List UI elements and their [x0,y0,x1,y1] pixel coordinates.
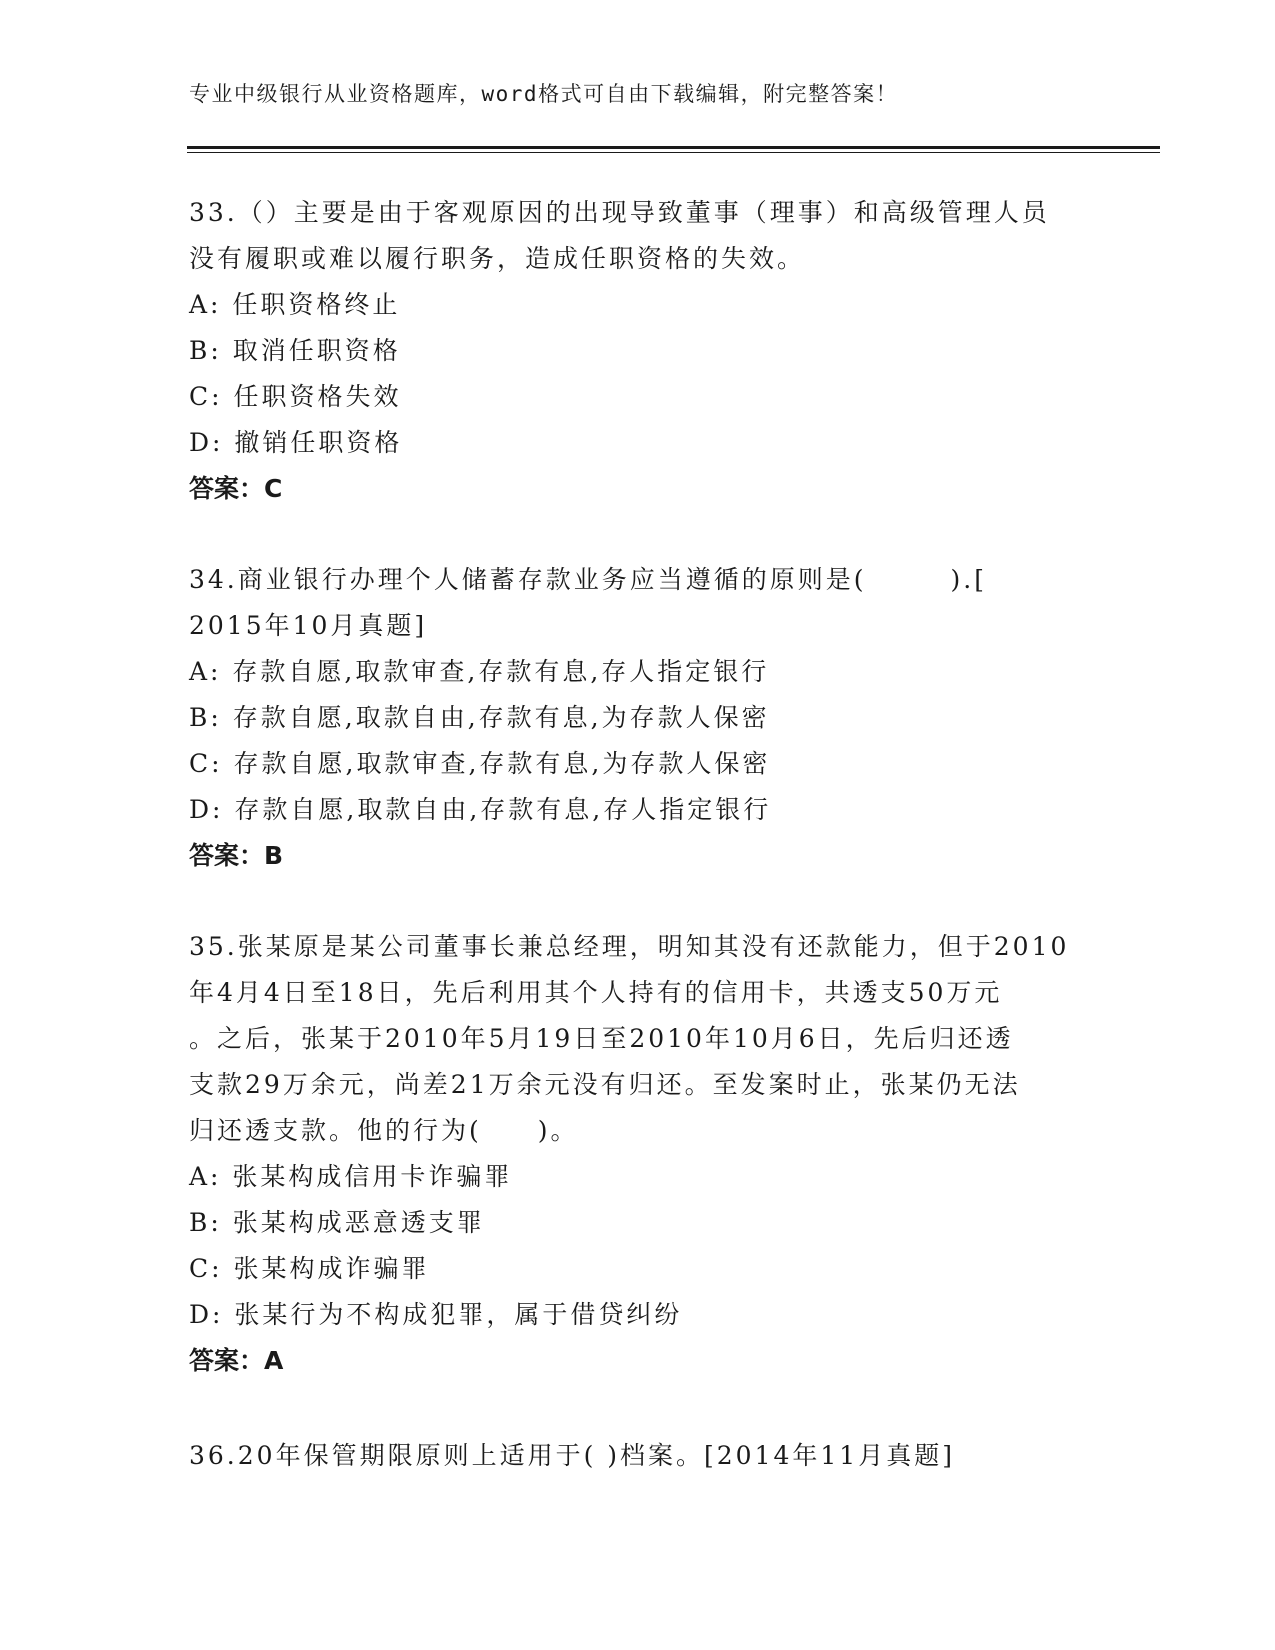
option-d: D: 张某行为不构成犯罪，属于借贷纠纷 [189,1300,683,1329]
question-stem-line: 2015年10月真题] [189,611,428,640]
option-a: A: 存款自愿,取款审查,存款有息,存人指定银行 [189,657,770,686]
header-rule-thin [187,152,1160,153]
question-stem-line: 34.商业银行办理个人储蓄存款业务应当遵循的原则是( ).[ [189,565,987,594]
question-stem-line: 没有履职或难以履行职务，造成任职资格的失效。 [189,244,806,273]
question-stem-line: 归还透支款。他的行为( )。 [189,1116,579,1145]
question-stem-line: 年4月4日至18日，先后利用其个人持有的信用卡，共透支50万元 [189,978,1003,1007]
option-b: B: 存款自愿,取款自由,存款有息,为存款人保密 [189,703,770,732]
question-34 [189,557,1089,879]
question-35 [189,924,1089,1384]
answer-label: 答案：C [189,474,283,503]
question-stem-line: 36.20年保管期限原则上适用于( )档案。[2014年11月真题] [189,1441,955,1470]
option-d: D: 撤销任职资格 [189,428,403,457]
question-stem-line: 35.张某原是某公司董事长兼总经理，明知其没有还款能力，但于2010 [189,932,1070,961]
question-stem-line: 。之后，张某于2010年5月19日至2010年10月6日，先后归还透 [189,1024,1014,1053]
option-b: B: 张某构成恶意透支罪 [189,1208,485,1237]
document-header: 专业中级银行从业资格题库，word格式可自由下载编辑，附完整答案！ [189,82,899,106]
question-stem-line: 33.（）主要是由于客观原因的出现导致董事（理事）和高级管理人员 [189,198,1050,227]
option-c: C: 存款自愿,取款审查,存款有息,为存款人保密 [189,749,771,778]
header-rule-thick [187,146,1160,149]
option-a: A: 张某构成信用卡诈骗罪 [189,1162,513,1191]
question-36 [189,1433,1089,1479]
question-stem-line: 支款29万余元，尚差21万余元没有归还。至发案时止，张某仍无法 [189,1070,1021,1099]
option-b: B: 取消任职资格 [189,336,401,365]
option-a: A: 任职资格终止 [189,290,401,319]
answer-label: 答案：A [189,1346,284,1375]
option-c: C: 张某构成诈骗罪 [189,1254,430,1283]
option-d: D: 存款自愿,取款自由,存款有息,存人指定银行 [189,795,772,824]
option-c: C: 任职资格失效 [189,382,402,411]
answer-label: 答案：B [189,841,284,870]
question-33 [189,190,1089,512]
